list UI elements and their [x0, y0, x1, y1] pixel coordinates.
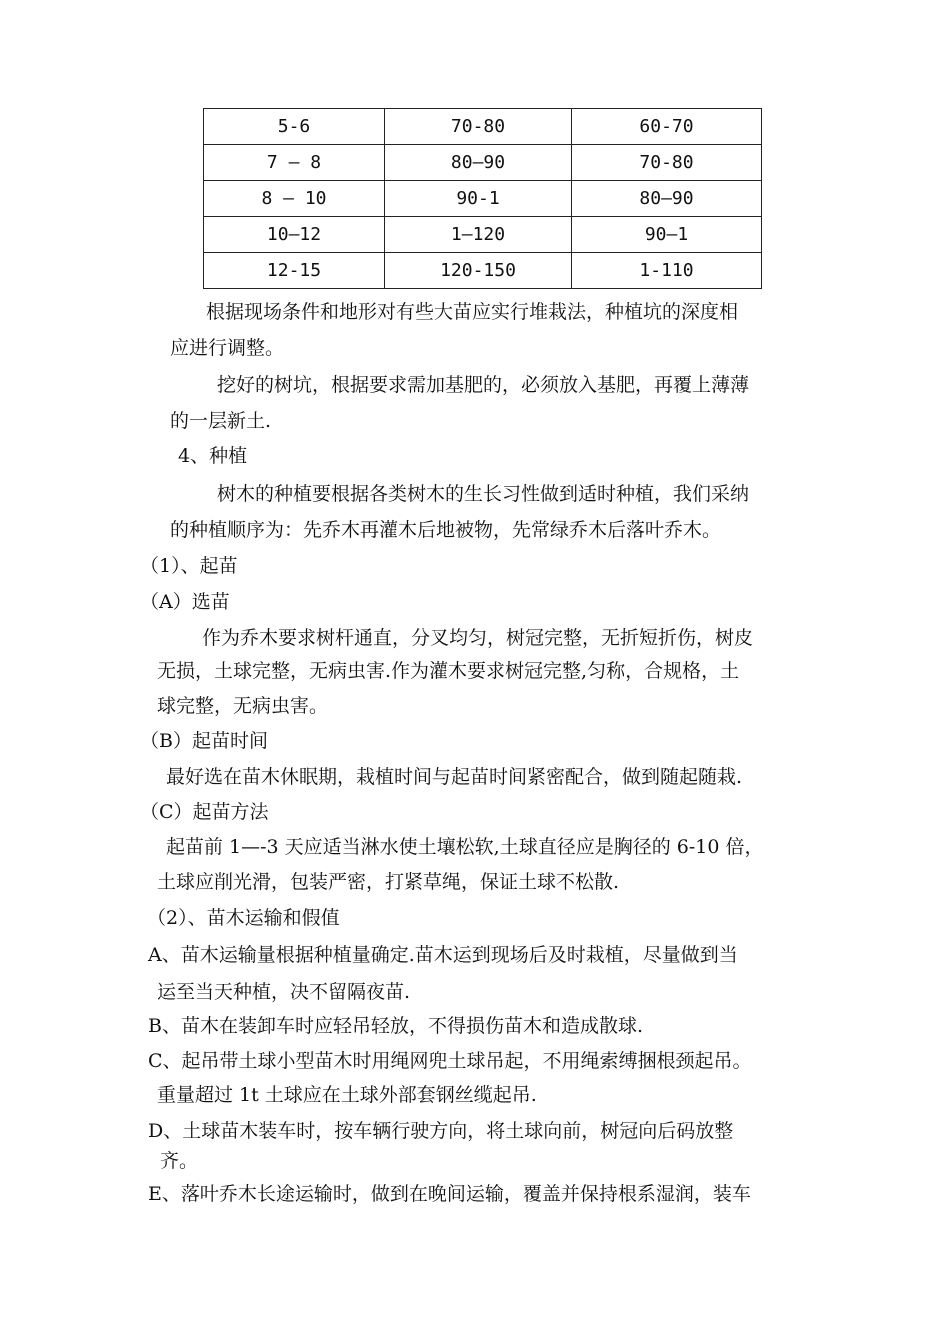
body-text-line: C、起吊带土球小型苗木时用绳网兜土球吊起，不用绳索缚捆根颈起吊。	[148, 1050, 752, 1072]
table-cell: 70-80	[385, 109, 572, 145]
table-cell: 90-1	[385, 181, 572, 217]
table-cell: 1-110	[572, 253, 762, 289]
table-row	[204, 217, 762, 253]
table-row	[204, 253, 762, 289]
section-heading: 4、种植	[178, 445, 248, 467]
table-row	[204, 109, 762, 145]
spec-table	[203, 108, 762, 289]
body-text-line: 作为乔木要求树杆通直，分叉均匀，树冠完整，无折短折伤，树皮	[202, 627, 754, 649]
body-text-line: A、苗木运输量根据种植量确定.苗木运到现场后及时栽植，尽量做到当	[148, 944, 738, 966]
table-cell: 70-80	[572, 145, 762, 181]
table-cell: 5-6	[204, 109, 385, 145]
table-cell: 10—12	[204, 217, 385, 253]
body-text-line: 无损，土球完整，无病虫害.作为灌木要求树冠完整,匀称，合规格，土	[157, 660, 740, 682]
body-text-line: D、土球苗木装车时，按车辆行驶方向，将土球向前，树冠向后码放整	[148, 1120, 734, 1142]
subsection-heading: （C）起苗方法	[140, 801, 269, 823]
body-text-line: 重量超过 1t 土球应在土球外部套钢丝缆起吊.	[157, 1084, 537, 1106]
body-text-line: 最好选在苗木休眠期，栽植时间与起苗时间紧密配合，做到随起随栽.	[166, 766, 743, 788]
subsection-heading: （A）选苗	[140, 591, 230, 613]
body-text-line: 应进行调整。	[170, 337, 285, 359]
table-cell: 80—90	[385, 145, 572, 181]
table-row	[204, 145, 762, 181]
body-text-line: 起苗前 1—-3 天应适当淋水使土壤松软,土球直径应是胸径的 6-10 倍，	[166, 836, 764, 858]
table-row	[204, 181, 762, 217]
body-text-line: 齐。	[160, 1150, 199, 1172]
table-cell: 12-15	[204, 253, 385, 289]
body-text-line: B、苗木在装卸车时应轻吊轻放，不得损伤苗木和造成散球.	[148, 1015, 644, 1037]
body-text-line: 树木的种植要根据各类树木的生长习性做到适时种植，我们采纳	[217, 483, 750, 505]
body-text-line: 球完整，无病虫害。	[157, 695, 329, 717]
table-cell: 7 — 8	[204, 145, 385, 181]
table-cell: 80—90	[572, 181, 762, 217]
body-text-line: 土球应削光滑，包装严密，打紧草绳，保证土球不松散.	[157, 871, 620, 893]
table-cell: 60-70	[572, 109, 762, 145]
body-text-line: 运至当天种植，决不留隔夜苗.	[157, 981, 411, 1003]
body-text-line: 的种植顺序为：先乔木再灌木后地被物，先常绿乔木后落叶乔木。	[170, 519, 722, 541]
body-text-line: 根据现场条件和地形对有些大苗应实行堆栽法，种植坑的深度相	[206, 301, 739, 323]
table-cell: 8 — 10	[204, 181, 385, 217]
subsection-heading: （B）起苗时间	[140, 730, 268, 752]
subsection-heading: （2）、苗木运输和假值	[147, 907, 340, 929]
body-text-line: E、落叶乔木长途运输时，做到在晚间运输，覆盖并保持根系湿润，装车	[148, 1183, 751, 1205]
table-cell: 1—120	[385, 217, 572, 253]
body-text-line: 的一层新土.	[170, 410, 272, 432]
table-cell: 90—1	[572, 217, 762, 253]
body-text-line: 挖好的树坑，根据要求需加基肥的，必须放入基肥，再覆上薄薄	[217, 374, 750, 396]
subsection-heading: （1）、起苗	[140, 555, 238, 577]
table-cell: 120-150	[385, 253, 572, 289]
